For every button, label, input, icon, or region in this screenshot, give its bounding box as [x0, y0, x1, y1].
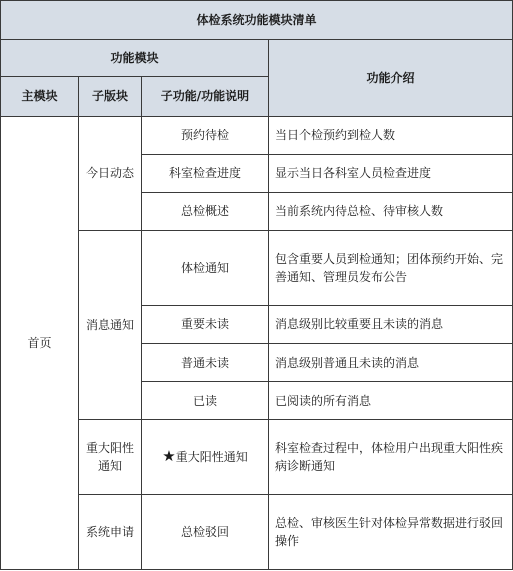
sub-module-today: 今日动态	[79, 116, 142, 231]
function-cell: 普通未读	[142, 343, 269, 382]
header-sub-function: 子功能/功能说明	[142, 77, 269, 117]
function-label: 重大阳性通知	[175, 450, 248, 465]
description-cell: 消息级别比较重要且未读的消息	[269, 306, 513, 344]
function-cell: 体检通知	[142, 231, 269, 306]
function-cell	[142, 419, 269, 494]
header-sub-module: 子版块	[79, 77, 142, 117]
function-cell: 重要未读	[142, 306, 269, 344]
description-cell: 消息级别普通且未读的消息	[269, 343, 513, 382]
function-cell: 总检驳回	[142, 494, 269, 569]
description-cell: 显示当日各科室人员检查进度	[269, 155, 513, 193]
header-function-intro: 功能介绍	[269, 39, 513, 116]
function-cell: 预约待检	[142, 116, 269, 155]
sub-module-positive: 重大阳性通知	[79, 419, 142, 494]
description-cell: 总检、审核医生针对体检异常数据进行驳回操作	[269, 494, 513, 569]
description-cell: 已阅读的所有消息	[269, 382, 513, 420]
table-title: 体检系统功能模块清单	[1, 1, 513, 40]
description-cell: 包含重要人员到检通知；团体预约开始、完善通知、管理员发布公告	[269, 231, 513, 306]
header-main-module: 主模块	[1, 77, 79, 117]
function-cell: 已读	[142, 382, 269, 420]
function-cell: 总检概述	[142, 192, 269, 231]
table-row	[1, 116, 513, 155]
star-icon: ★	[162, 447, 176, 466]
main-module-cell: 首页	[1, 116, 79, 569]
sub-module-messages: 消息通知	[79, 231, 142, 420]
description-cell: 科室检查过程中，体检用户出现重大阳性疾病诊断通知	[269, 419, 513, 494]
header-function-module: 功能模块	[1, 39, 269, 77]
sub-module-system: 系统申请	[79, 494, 142, 569]
description-cell: 当前系统内待总检、待审核人数	[269, 192, 513, 231]
description-cell: 当日个检预约到检人数	[269, 116, 513, 155]
function-cell: 科室检查进度	[142, 155, 269, 193]
